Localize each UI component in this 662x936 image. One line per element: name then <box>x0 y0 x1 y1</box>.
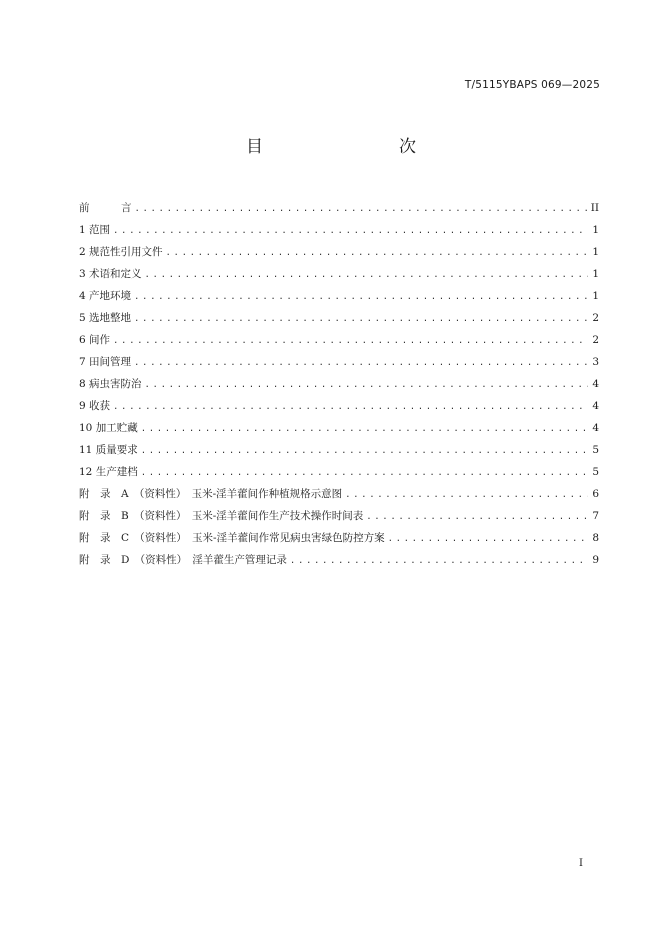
toc-entry-page: 5 <box>592 466 599 478</box>
toc-entry-label: 附 录 C （资料性） 玉米-淫羊藿间作常见病虫害绿色防控方案 <box>79 532 385 544</box>
toc-entry-1[interactable] <box>79 219 599 241</box>
toc-entry-page: 1 <box>592 268 599 280</box>
toc-leader-dots <box>134 352 588 374</box>
toc-leader-dots <box>141 418 588 440</box>
toc-leader-dots <box>113 396 588 418</box>
toc-leader-dots <box>345 484 588 506</box>
toc-entry-label: 3 术语和定义 <box>79 268 142 280</box>
toc-entry-page: 6 <box>592 488 599 500</box>
toc-entry-page: 5 <box>592 444 599 456</box>
toc-entry-page: 8 <box>592 532 599 544</box>
toc-leader-dots <box>141 462 588 484</box>
toc-leader-dots <box>135 198 588 220</box>
toc-entry-9[interactable] <box>79 395 599 417</box>
toc-entry-label: 4 产地环境 <box>79 290 132 302</box>
toc-leader-dots <box>134 286 588 308</box>
toc-leader-dots <box>166 242 588 264</box>
toc-leader-dots <box>113 330 588 352</box>
page-number: I <box>579 858 583 869</box>
toc-entry-appendix-b[interactable] <box>79 505 599 527</box>
toc-entry-label: 附 录 A （资料性） 玉米-淫羊藿间作种植规格示意图 <box>79 488 343 500</box>
toc-leader-dots <box>141 440 588 462</box>
toc-entry-page: 2 <box>592 334 599 346</box>
toc-entry-label: 8 病虫害防治 <box>79 378 142 390</box>
toc-entry-page: 4 <box>592 422 599 434</box>
toc-entry-2[interactable] <box>79 241 599 263</box>
toc-entry-appendix-d[interactable] <box>79 549 599 571</box>
toc-entry-label: 2 规范性引用文件 <box>79 246 163 258</box>
toc-entry-page: 1 <box>592 224 599 236</box>
toc-entry-label: 11 质量要求 <box>79 444 138 456</box>
toc-leader-dots <box>290 550 588 572</box>
toc-entry-page: II <box>590 202 599 214</box>
toc-entry-label: 附 录 B （资料性） 玉米-淫羊藿间作生产技术操作时间表 <box>79 510 364 522</box>
toc-entry-foreword[interactable] <box>79 197 599 219</box>
toc-entry-11[interactable] <box>79 439 599 461</box>
toc-leader-dots <box>145 264 588 286</box>
toc-entry-label: 附 录 D （资料性） 淫羊藿生产管理记录 <box>79 554 287 566</box>
toc-leader-dots <box>388 528 588 550</box>
toc-entry-label: 9 收获 <box>79 400 111 412</box>
toc-entry-label: 10 加工贮藏 <box>79 422 138 434</box>
toc-entry-page: 3 <box>592 356 599 368</box>
toc-entry-page: 2 <box>592 312 599 324</box>
toc-entry-label: 7 田间管理 <box>79 356 132 368</box>
toc-entry-page: 7 <box>592 510 599 522</box>
toc-leader-dots <box>366 506 588 528</box>
toc-entry-appendix-c[interactable] <box>79 527 599 549</box>
toc-entry-7[interactable] <box>79 351 599 373</box>
toc-entry-label: 1 范围 <box>79 224 111 236</box>
toc-entry-label: 6 间作 <box>79 334 111 346</box>
toc-leader-dots <box>134 308 588 330</box>
toc-leader-dots <box>113 220 588 242</box>
page-title: 目 次 <box>246 137 450 157</box>
toc-entry-8[interactable] <box>79 373 599 395</box>
toc-entry-5[interactable] <box>79 307 599 329</box>
toc-entry-3[interactable] <box>79 263 599 285</box>
toc-entry-label: 前 言 <box>79 202 132 214</box>
toc-entry-page: 1 <box>592 290 599 302</box>
toc-entry-page: 9 <box>592 554 599 566</box>
toc-entry-label: 5 选地整地 <box>79 312 132 324</box>
toc-entry-12[interactable] <box>79 461 599 483</box>
toc-entry-page: 1 <box>592 246 599 258</box>
table-of-contents <box>79 197 599 571</box>
toc-entry-6[interactable] <box>79 329 599 351</box>
toc-leader-dots <box>145 374 588 396</box>
document-code: T/5115YBAPS 069—2025 <box>464 79 600 91</box>
toc-entry-10[interactable] <box>79 417 599 439</box>
toc-entry-page: 4 <box>592 400 599 412</box>
toc-entry-label: 12 生产建档 <box>79 466 138 478</box>
toc-entry-appendix-a[interactable] <box>79 483 599 505</box>
toc-entry-page: 4 <box>592 378 599 390</box>
toc-entry-4[interactable] <box>79 285 599 307</box>
